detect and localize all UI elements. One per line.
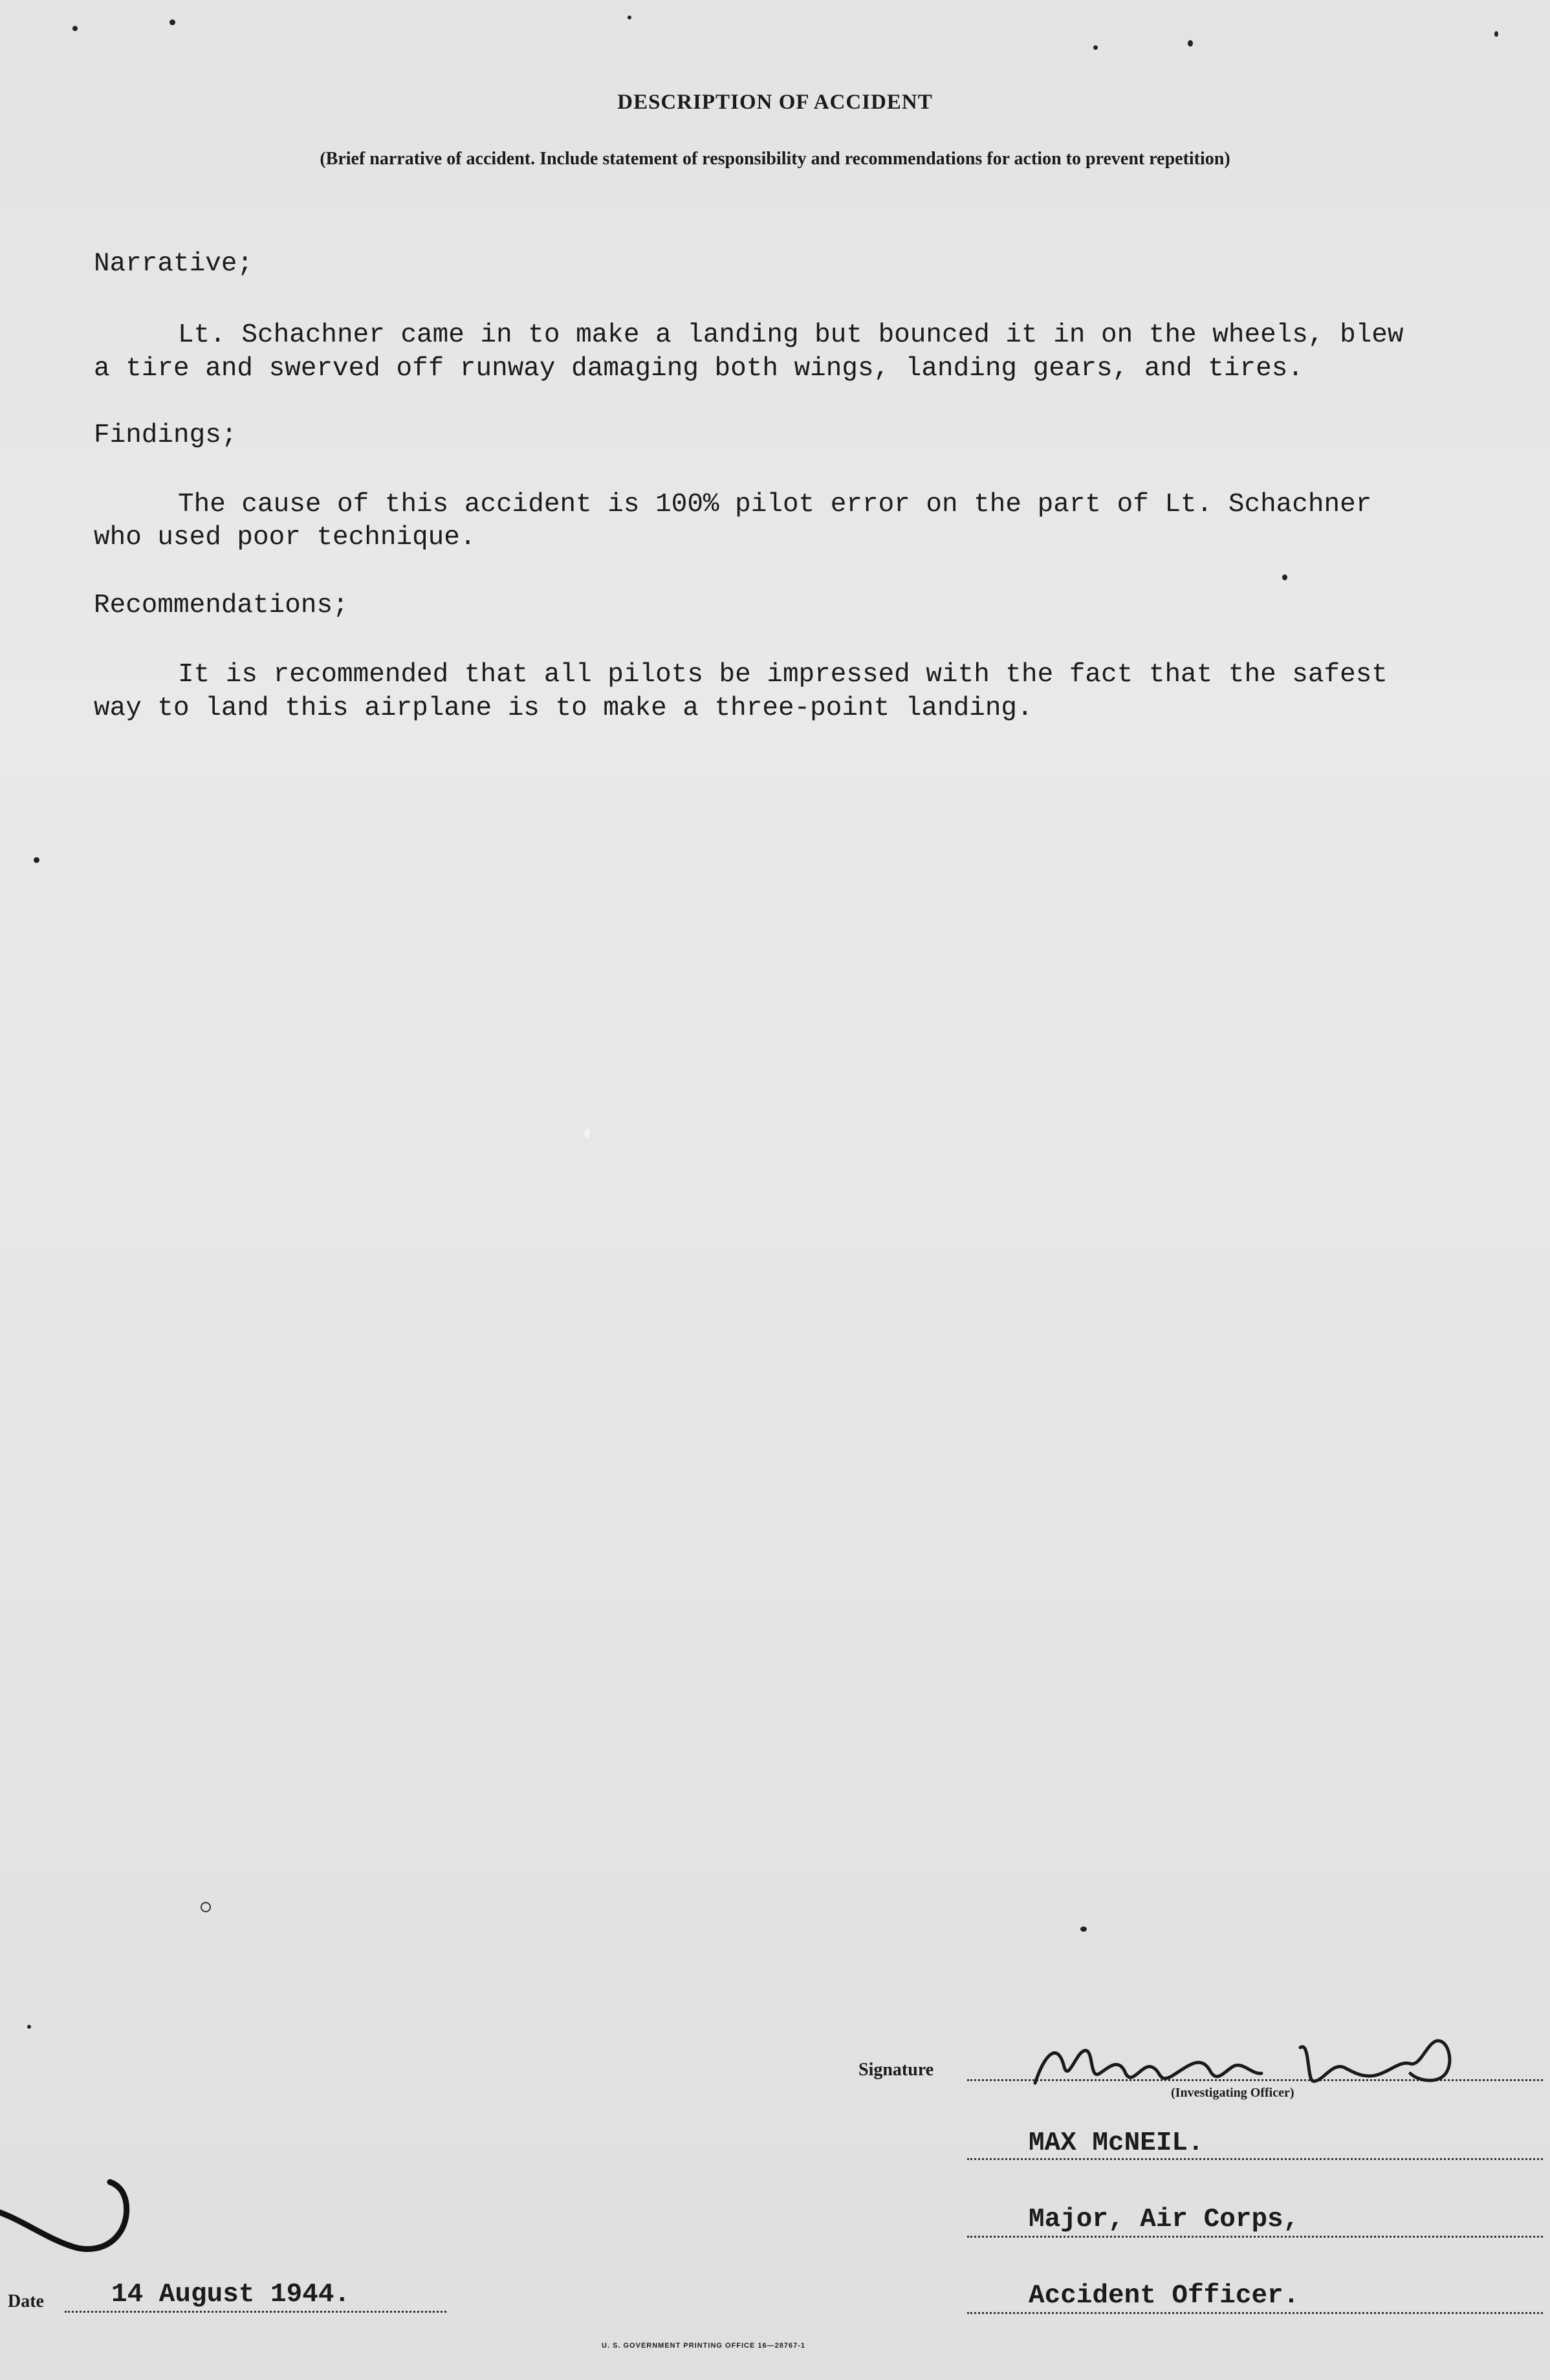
scan-speck — [72, 26, 78, 31]
date-value: 14 August 1944. — [111, 2280, 351, 2309]
form-subtitle: (Brief narrative of accident. Include statement of responsibility and recommendations for action to prevent repetition) — [320, 149, 1230, 169]
scan-speck — [628, 16, 631, 19]
findings-line-1: The cause of this accident is 100% pilot error on the part of Lt. Schachner — [178, 490, 1372, 519]
printing-office-footer: U. S. GOVERNMENT PRINTING OFFICE 16—28767-1 — [602, 2342, 806, 2350]
officer-name: MAX McNEIL. — [1029, 2128, 1204, 2158]
officer-position: Accident Officer. — [1029, 2281, 1300, 2311]
scan-speck — [201, 1902, 211, 1912]
rank-line — [967, 2236, 1543, 2238]
recommendations-label: Recommendations; — [94, 591, 349, 620]
officer-rank: Major, Air Corps, — [1029, 2205, 1300, 2234]
recommendations-line-2: way to land this airplane is to make a three-point landing. — [94, 693, 1033, 723]
scan-speck — [1188, 40, 1193, 47]
investigating-officer-caption: (Investigating Officer) — [1171, 2086, 1294, 2100]
check-mark-image — [0, 2177, 142, 2267]
scan-speck — [1080, 1927, 1087, 1932]
scan-speck — [169, 19, 175, 25]
date-line — [65, 2311, 446, 2313]
name-line — [967, 2158, 1543, 2160]
scan-speck — [1494, 31, 1498, 37]
narrative-label: Narrative; — [94, 249, 254, 279]
recommendations-line-1: It is recommended that all pilots be impressed with the fact that the safest — [178, 660, 1388, 690]
narrative-line-2: a tire and swerved off runway damaging both wings, landing gears, and tires. — [94, 354, 1304, 384]
position-line — [967, 2312, 1543, 2314]
scan-speck — [34, 857, 39, 863]
scan-speck — [27, 2025, 31, 2029]
scan-speck — [1282, 574, 1287, 580]
form-title: DESCRIPTION OF ACCIDENT — [617, 91, 933, 114]
scan-speck — [1093, 45, 1098, 50]
findings-label: Findings; — [94, 420, 237, 450]
narrative-line-1: Lt. Schachner came in to make a landing but bounced it in on the wheels, blew — [178, 320, 1404, 350]
date-label: Date — [8, 2291, 44, 2311]
signature-label: Signature — [858, 2060, 934, 2080]
scan-speck — [584, 1129, 590, 1138]
findings-line-2: who used poor technique. — [94, 523, 476, 552]
